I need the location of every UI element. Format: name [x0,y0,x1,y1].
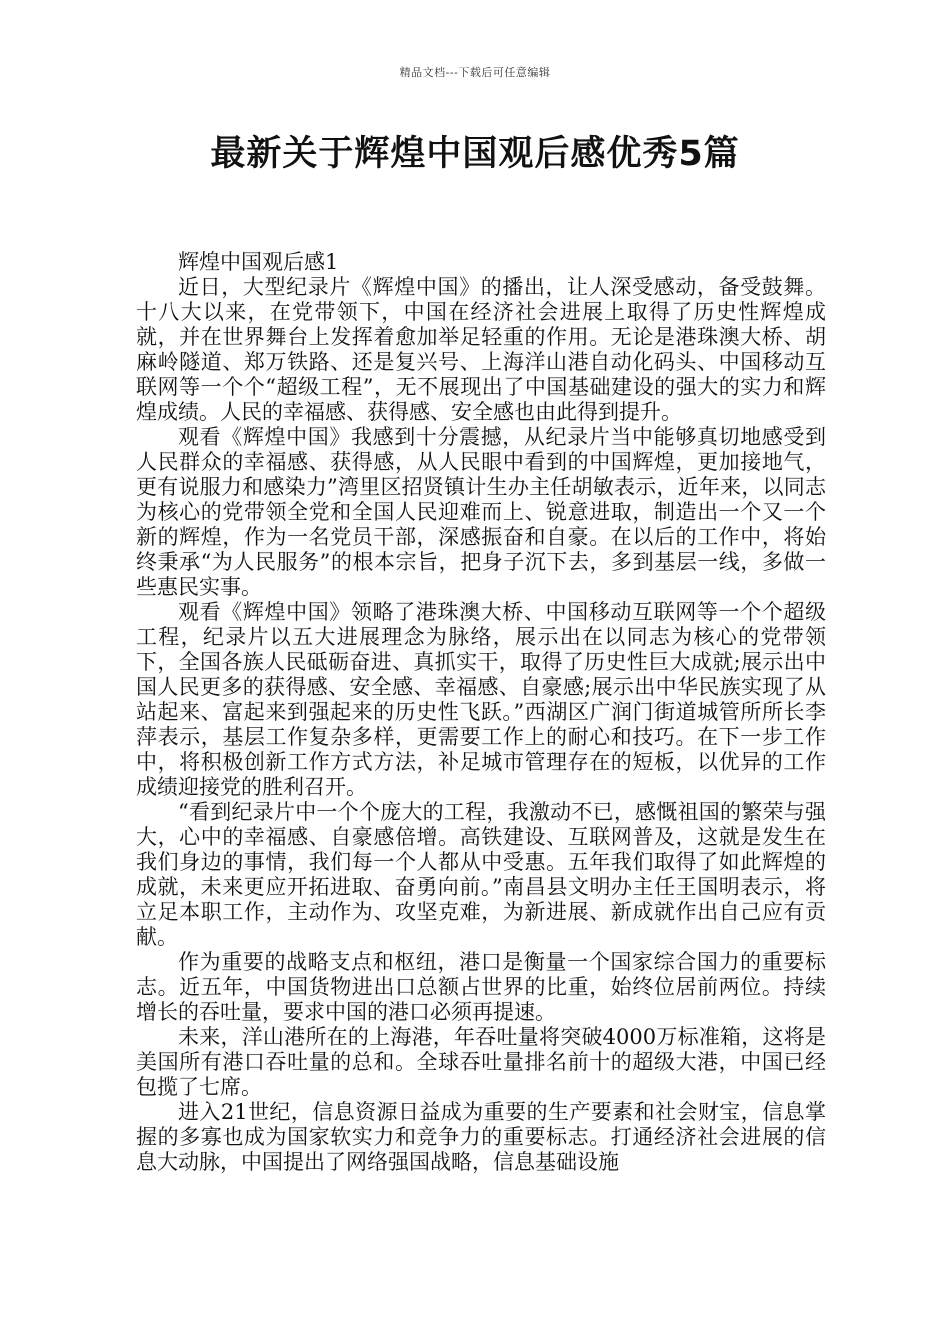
header-note: 精品文档---下载后可任意编辑 [399,66,551,79]
section-heading: 辉煌中国观后感1 [178,250,339,274]
paragraph: “看到纪录片中一个个庞大的工程，我激动不已，感慨祖国的繁荣与强大，心中的幸福感、自豪感倍增。高铁建设、互联网普及，这就是发生在我们身边的事情，我们每一个人都从中受惠。五年我们取得了如此辉煌的成就，未来更应开拓进取、奋勇向前。”南昌县文明办主任王国明表示，将立足本职工作，主动作为、攻坚克难，为新进展、新成就作出自己应有贡献。 [136,800,826,949]
paragraph: 进入21世纪，信息资源日益成为重要的生产要素和社会财宝，信息掌握的多寡也成为国家软实力和竞争力的重要标志。打通经济社会进展的信息大动脉，中国提出了网络强国战略，信息基础设施 [136,1100,826,1174]
paragraph: 近日，大型纪录片《辉煌中国》的播出，让人深受感动，备受鼓舞。十八大以来，在党带领下，中国在经济社会进展上取得了历史性辉煌成就，并在世界舞台上发挥着愈加举足轻重的作用。无论是港珠澳大桥、胡麻岭隧道、郑万铁路、还是复兴号、上海洋山港自动化码头、中国移动互联网等一个个“超级工程”，无不展现出了中国基础建设的强大的实力和辉煌成绩。人民的幸福感、获得感、安全感也由此得到提升。 [136,275,826,424]
paragraph: 观看《辉煌中国》我感到十分震撼，从纪录片当中能够真切地感受到人民群众的幸福感、获得感，从人民眼中看到的中国辉煌，更加接地气，更有说服力和感染力”湾里区招贤镇计生办主任胡敏表示，近年来，以同志为核心的党带领全党和全国人民迎难而上、锐意进取，制造出一个又一个新的辉煌，作为一名党员干部，深感振奋和自豪。在以后的工作中，将始终秉承“为人民服务”的根本宗旨，把身子沉下去，多到基层一线，多做一些惠民实事。 [136,425,826,599]
paragraph: 作为重要的战略支点和枢纽，港口是衡量一个国家综合国力的重要标志。近五年，中国货物进出口总额占世界的比重，始终位居前两位。持续增长的吞吐量，要求中国的港口必须再提速。 [136,950,826,1024]
document-body [136,250,826,1175]
paragraph: 未来，洋山港所在的上海港，年吞吐量将突破4000万标准箱，这将是美国所有港口吞吐量的总和。全球吞吐量排名前十的超级大港，中国已经包揽了七席。 [136,1025,826,1099]
document-title: 最新关于辉煌中国观后感优秀5篇 [210,134,740,174]
paragraph: 观看《辉煌中国》领略了港珠澳大桥、中国移动互联网等一个个超级工程，纪录片以五大进展理念为脉络，展示出在以同志为核心的党带领下，全国各族人民砥砺奋进、真抓实干，取得了历史性巨大成就;展示出中国人民更多的获得感、安全感、幸福感、自豪感;展示出中华民族实现了从站起来、富起来到强起来的历史性飞跃。”西湖区广润门街道城管所所长李萍表示，基层工作复杂多样，更需要工作上的耐心和技巧。在下一步工作中，将积极创新工作方式方法，补足城市管理存在的短板，以优异的工作成绩迎接党的胜利召开。 [136,600,826,799]
